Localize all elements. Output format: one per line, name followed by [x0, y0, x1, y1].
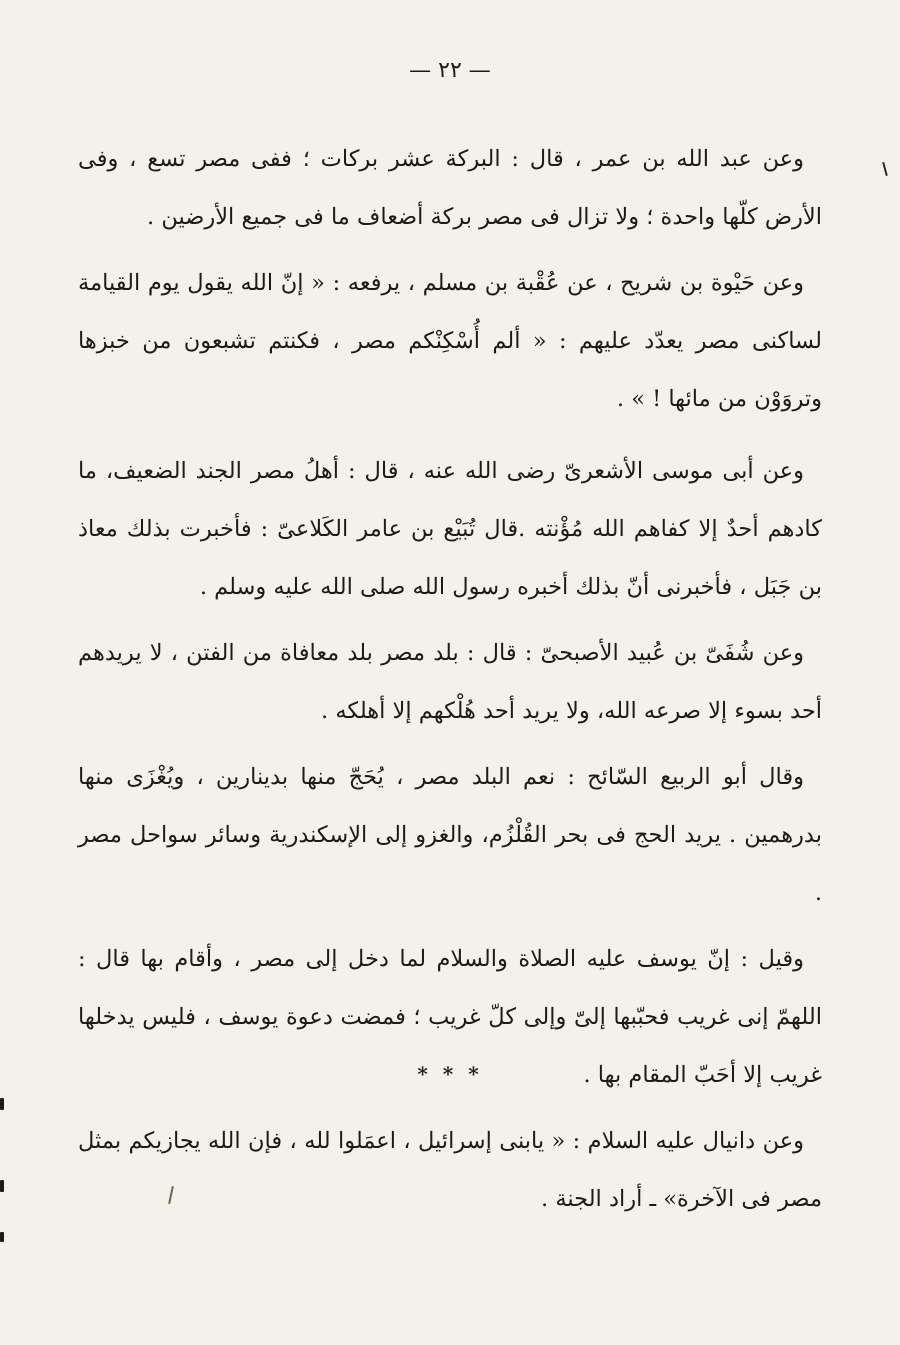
paragraph-abdullah-ibn-umar: وعن عبد الله بن عمر ، قال : البركة عشر بركات ؛ ففى مصر تسع ، وفى الأرض كلّها واحدة ؛ ولا تزال فى مصر بركة أضعاف ما فى جميع الأرضين .	[78, 146, 822, 230]
section-separator: * * *	[417, 1062, 483, 1086]
paragraph-shufay-ibn-ubayd: وعن شُفَىّ بن عُبيد الأصبحىّ : قال : بلد مصر بلد معافاة من الفتن ، لا يريدهم أحد بسوء إلا صرعه الله، ولا يريد أحد هُلْكهم إلا أهلكه .	[78, 640, 822, 724]
paragraph-yusuf: وقيل : إنّ يوسف عليه الصلاة والسلام لما دخل إلى مصر ، وأقام بها قال : اللهمّ إنى غريب فحبّبها إلىّ وإلى كلّ غريب ؛ فمضت دعوة يوسف ، فليس يدخلها غريب إلا أحَبّ المقام بها .	[78, 946, 822, 1088]
paragraph-abu-musa-al-ashari: وعن أبى موسى الأشعرىّ رضى الله عنه ، قال : أهلُ مصر الجند الضعيف، ما كادهم أحدٌ إلا كفاهم الله مُؤْنته .قال تُبَيْع بن عامر الكَلاعىّ : فأخبرت بذلك معاذ بن جَبَل ، فأخبرنى أنّ بذلك أخبره رسول الله صلى الله عليه وسلم .	[78, 458, 822, 600]
scan-margin-mark	[0, 1098, 4, 1110]
paragraph-abu-al-rabi: وقال أبو الربيع السّائح : نعم البلد مصر ، يُحَجّ منها بدينارين ، ويُغْزَى منها بدرهمين . يريد الحج فى بحر القُلْزُم، والغزو إلى الإسكندرية وسائر سواحل مصر .	[78, 764, 822, 906]
paragraph-hayweh-ibn-shurayh: وعن حَيْوة بن شريح ، عن عُقْبة بن مسلم ، يرفعه : « إنّ الله يقول يوم القيامة لساكنى مصر يعدّد عليهم : « ألم أُسْكِنْكم مصر ، فكنتم تشبعون من خبزها وتروَوْن من مائها ! » .	[78, 270, 822, 412]
page-number: — ٢٢ —	[409, 58, 491, 83]
scan-margin-mark	[0, 1180, 4, 1192]
paragraph-danyal: وعن دانيال عليه السلام : « يابنى إسرائيل ، اعمَلوا لله ، فإن الله يجازيكم بمثل مصر فى الآخرة» ـ أراد الجنة .	[78, 1128, 822, 1212]
scan-margin-mark	[0, 1232, 4, 1242]
scan-edge-mark	[882, 162, 888, 176]
